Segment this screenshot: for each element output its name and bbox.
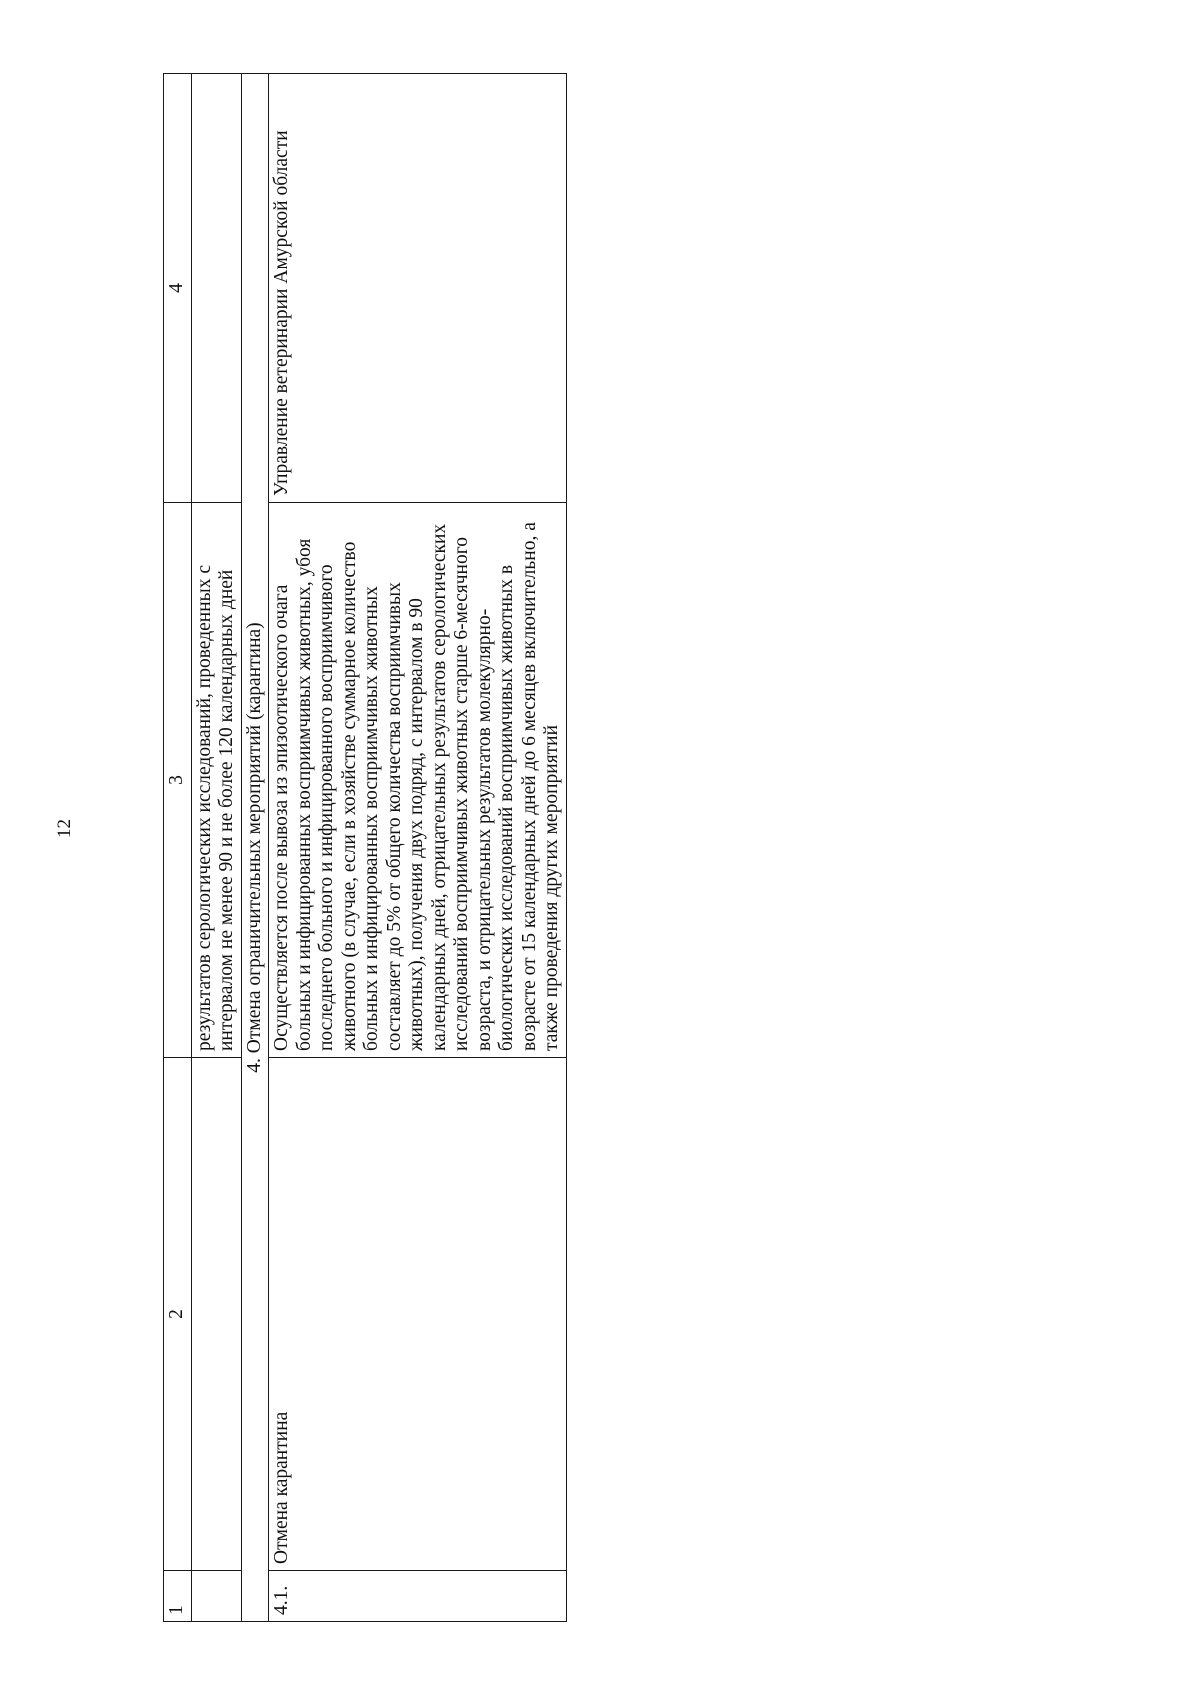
measures-table: [163, 73, 567, 1622]
page-number: 12: [54, 819, 75, 838]
cont-cell-conditions: результатов серологических исследований, проведенных с интервалом не менее 90 и не более 120 календарных дней: [191, 503, 241, 1058]
table-header-row: [164, 74, 192, 1622]
measure-cell: Отмена карантина: [269, 1058, 567, 1571]
conditions-cell: Осуществляется после вывоза из эпизоотического очага больных и инфицированных восприимчивых животных, убоя последнего больного и инфицированного восприимчивого животного (в случае, если в хозяйстве суммарное количество больных и инфицированных восприимчивых животных составляет до 5% от общего количества восприимчивых животных), получения двух подряд, с интервалом в 90 календарных дней, отрицательных результатов серологических исследований восприимчивых животных старше 6-месячного возраста, и отрицательных результатов молекулярно-биологических исследований восприимчивых животных в возрасте от 15 календарных дней до 6 месяцев включительно, а также проведения других мероприятий: [269, 503, 567, 1058]
cont-cell-1: [191, 1571, 241, 1622]
header-col-1: 1: [164, 1571, 192, 1622]
header-col-2: 2: [164, 1058, 192, 1571]
continuation-row: [191, 74, 241, 1622]
cont-cell-2: [191, 1058, 241, 1571]
section-title: 4. Отмена ограничительных мероприятий (карантина): [241, 74, 269, 1622]
rotated-page-content: [163, 74, 1063, 1622]
header-col-4: 4: [164, 74, 192, 503]
table-row: [269, 74, 567, 1622]
responsible-cell: Управление ветеринарии Амурской области: [269, 74, 567, 503]
row-number: 4.1.: [269, 1571, 567, 1622]
cont-cell-4: [191, 74, 241, 503]
header-col-3: 3: [164, 503, 192, 1058]
section-row: [241, 74, 269, 1622]
